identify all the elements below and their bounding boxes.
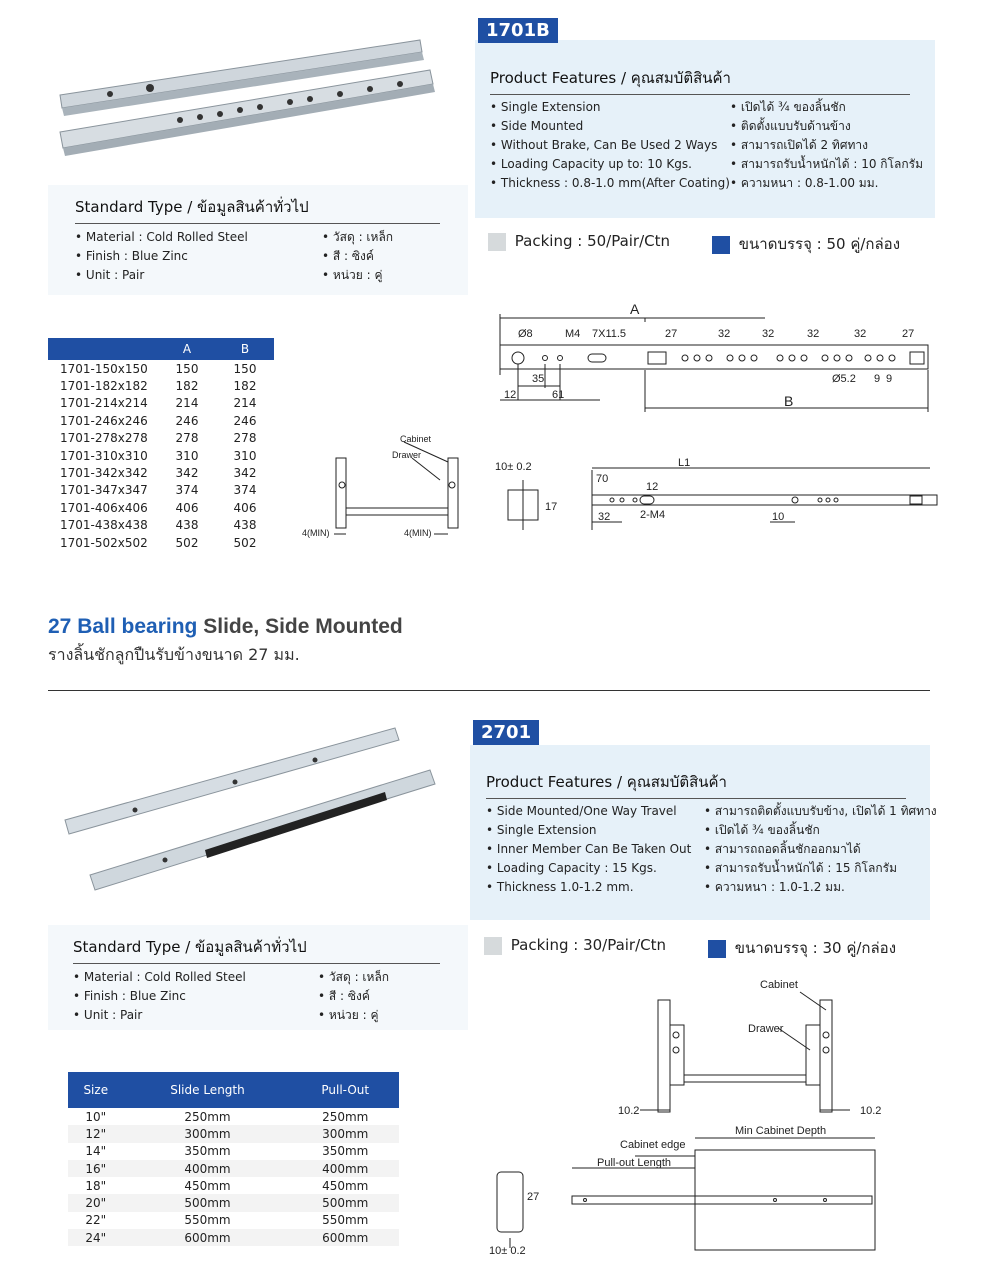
cell-value: 24" [68, 1229, 124, 1246]
dim-b: B [784, 393, 794, 409]
cell-model: 1701-246x246 [60, 413, 148, 428]
dim-d52: Ø5.2 [832, 373, 856, 385]
dim-12: 12 [504, 389, 517, 401]
label-min4-left: 4(MIN) [302, 528, 330, 538]
cell-value: 438 [233, 518, 257, 533]
label-min-depth: Min Cabinet Depth [735, 1125, 827, 1137]
cell-value: 150 [233, 361, 257, 376]
cell-value: 214 [175, 396, 199, 411]
table-row [48, 464, 274, 481]
headline-thai: รางลิ้นชักลูกปืนรับข้างขนาด 27 มม. [48, 645, 300, 664]
cell-value: 550mm [184, 1213, 231, 1228]
section-divider [48, 690, 930, 691]
cell-value: 400mm [291, 1160, 399, 1177]
product-photo-2701 [55, 720, 445, 900]
dim-35: 35 [532, 373, 545, 385]
feature-item: • สามารถเปิดได้ 2 ทิศทาง [730, 136, 923, 155]
dim-17: 17 [545, 501, 558, 513]
table-row [48, 377, 274, 394]
size-table-2701 [68, 1072, 399, 1246]
cell-value: 182 [175, 379, 199, 394]
cell-value: 500mm [291, 1194, 399, 1211]
cell-value: 14" [85, 1144, 107, 1159]
dim-12b: 12 [646, 481, 659, 493]
cell-value: 278 [233, 431, 257, 446]
feature-item: • Side Mounted [490, 117, 730, 136]
dim-27a: 27 [665, 328, 678, 340]
cell-value: 16" [68, 1160, 124, 1177]
dim-9a: 9 [874, 373, 881, 385]
feature-item: • ความหนา : 1.0-1.2 มม. [704, 878, 937, 897]
label-27: 27 [527, 1191, 540, 1203]
dim-l1: L1 [678, 457, 691, 469]
standard-item: • Unit : Pair [73, 1006, 246, 1025]
dim-32c: 32 [807, 328, 820, 340]
feature-item: • Loading Capacity up to: 10 Kgs. [490, 155, 730, 174]
col-b: B [216, 338, 274, 360]
cell-model: 1701-214x214 [60, 396, 148, 411]
standard-item: • สี : ซิงค์ [318, 987, 389, 1006]
cell-value: 374 [175, 483, 199, 498]
cell-model: 1701-347x347 [60, 483, 148, 498]
label-102-left: 10.2 [618, 1105, 640, 1117]
features-list-en-1701b [490, 98, 730, 193]
feature-item: • สามารถติดตั้งแบบรับข้าง, เปิดได้ 1 ทิศทาง [704, 802, 937, 821]
cell-value: 300mm [124, 1125, 292, 1142]
blue-swatch [712, 236, 730, 254]
cell-value: 502 [233, 535, 257, 550]
cell-value: 450mm [184, 1178, 231, 1193]
label-cabinet-edge: Cabinet edge [620, 1139, 686, 1151]
model-tag-2701: 2701 [473, 720, 539, 745]
feature-item: • สามารถถอดลิ้นชักออกมาได้ [704, 840, 937, 859]
standard-item: • Finish : Blue Zinc [75, 247, 248, 266]
headline-blue: 27 Ball bearing [48, 615, 198, 638]
grey-swatch [484, 937, 502, 955]
cell-value: 350mm [322, 1144, 369, 1159]
features-title-1701b: Product Features / คุณสมบัติสินค้า [490, 66, 910, 95]
cell-value: 310 [175, 448, 199, 463]
dim-32e: 32 [598, 511, 611, 523]
dim-32b: 32 [762, 328, 775, 340]
cell-model: 1701-150x150 [60, 361, 148, 376]
table-row [68, 1177, 399, 1194]
cell-value: 406 [233, 500, 257, 515]
cell-value: 300mm [291, 1125, 399, 1142]
cell-value: 250mm [184, 1109, 231, 1124]
dim-27b: 27 [902, 328, 915, 340]
col-model [48, 338, 158, 360]
feature-item: • Single Extension [486, 821, 691, 840]
col-slide-length: Slide Length [124, 1072, 292, 1108]
dim-a: A [630, 301, 640, 317]
cell-value: 400mm [124, 1160, 292, 1177]
mounting-drawing-1701b [300, 420, 480, 550]
table-row [68, 1125, 399, 1142]
table-row [68, 1108, 399, 1125]
table-row [48, 412, 274, 429]
cell-value: 20" [68, 1194, 124, 1211]
blue-swatch [708, 940, 726, 958]
dimension-table-1701b [48, 338, 274, 551]
cell-value: 502 [175, 535, 199, 550]
packing-en-1701b: Packing : 50/Pair/Ctn [488, 232, 670, 251]
cell-model: 1701-310x310 [60, 448, 148, 463]
grey-swatch [488, 233, 506, 251]
col-a: A [158, 338, 216, 360]
packing-th-1701b: ขนาดบรรจุ : 50 คู่/กล่อง [712, 232, 900, 256]
label-cabinet-2701: Cabinet [760, 979, 798, 991]
dim-d8: Ø8 [518, 328, 533, 340]
cell-value: 438 [175, 518, 199, 533]
cell-model: 1701-406x406 [60, 500, 148, 515]
standard-item: • Material : Cold Rolled Steel [73, 968, 246, 987]
product-photo-1701b [50, 20, 440, 180]
standard-list-th-2701 [318, 968, 389, 1025]
cell-value: 450mm [322, 1178, 369, 1193]
cell-value: 150 [175, 361, 199, 376]
standard-item: • วัสดุ : เหล็ก [318, 968, 389, 987]
cell-value: 246 [175, 413, 199, 428]
standard-title-1701b: Standard Type / ข้อมูลสินค้าทั่วไป [75, 195, 440, 224]
cell-value: 214 [233, 396, 257, 411]
label-drawer-2701: Drawer [748, 1023, 784, 1035]
cell-value: 374 [233, 483, 257, 498]
feature-item: • Thickness 1.0-1.2 mm. [486, 878, 691, 897]
cell-value: 600mm [291, 1229, 399, 1246]
table-row [48, 482, 274, 499]
label-tol-2701: 10± 0.2 [489, 1245, 526, 1257]
col-size: Size [68, 1072, 124, 1108]
dim-10: 10 [772, 511, 785, 523]
standard-item: • Material : Cold Rolled Steel [75, 228, 248, 247]
cell-value: 10" [85, 1109, 107, 1124]
dim-32a: 32 [718, 328, 731, 340]
standard-list-en-2701 [73, 968, 246, 1025]
table-row [48, 534, 274, 551]
feature-item: • เปิดได้ ¾ ของลิ้นชัก [704, 821, 937, 840]
model-tag-1701b: 1701B [478, 18, 558, 43]
standard-item: • Finish : Blue Zinc [73, 987, 246, 1006]
feature-item: • Inner Member Can Be Taken Out [486, 840, 691, 859]
cell-value: 250mm [322, 1109, 369, 1124]
table-row [68, 1143, 399, 1160]
feature-item: • Loading Capacity : 15 Kgs. [486, 859, 691, 878]
standard-list-th-1701b [322, 228, 393, 285]
dim-slot: 7X11.5 [592, 328, 627, 340]
label-min4-right: 4(MIN) [404, 528, 432, 538]
table-row [68, 1160, 399, 1177]
feature-item: • ความหนา : 0.8-1.00 มม. [730, 174, 923, 193]
packing-th-2701: ขนาดบรรจุ : 30 คู่/กล่อง [708, 936, 896, 960]
cell-value: 12" [68, 1125, 124, 1142]
cell-value: 406 [175, 500, 199, 515]
label-drawer: Drawer [392, 450, 422, 460]
standard-title-2701: Standard Type / ข้อมูลสินค้าทั่วไป [73, 935, 440, 964]
dim-m4: M4 [565, 328, 581, 340]
cell-value: 600mm [124, 1229, 292, 1246]
features-list-en-2701 [486, 802, 691, 897]
feature-item: • Without Brake, Can Be Used 2 Ways [490, 136, 730, 155]
dim-2m4: 2-M4 [640, 509, 666, 521]
feature-item: • Thickness : 0.8-1.0 mm(After Coating) [490, 174, 730, 193]
col-pull-out: Pull-Out [291, 1072, 399, 1108]
feature-item: • สามารถรับน้ำหนักได้ : 15 กิโลกรัม [704, 859, 937, 878]
cell-value: 18" [85, 1178, 107, 1193]
mounting-drawing-2701 [610, 970, 910, 1120]
cell-model: 1701-182x182 [60, 379, 148, 394]
cell-value: 342 [175, 466, 199, 481]
standard-item: • สี : ซิงค์ [322, 247, 393, 266]
cell-value: 278 [175, 431, 199, 446]
dim-61: 61 [552, 389, 565, 401]
feature-item: • ติดตั้งแบบรับด้านข้าง [730, 117, 923, 136]
table-row [68, 1194, 399, 1211]
cell-model: 1701-278x278 [60, 431, 148, 446]
dim-32d: 32 [854, 328, 867, 340]
table-row [68, 1229, 399, 1246]
standard-item: • วัสดุ : เหล็ก [322, 228, 393, 247]
section-headline [48, 615, 403, 639]
table-row [48, 395, 274, 412]
cell-value: 550mm [322, 1213, 369, 1228]
cell-model: 1701-342x342 [60, 466, 148, 481]
depth-drawing-2701 [485, 1120, 895, 1270]
dim-70: 70 [596, 473, 609, 485]
feature-item: • Single Extension [490, 98, 730, 117]
table-row [48, 430, 274, 447]
dim-9b: 9 [886, 373, 893, 385]
cell-model: 1701-438x438 [60, 518, 148, 533]
cell-value: 246 [233, 413, 257, 428]
table-row [48, 499, 274, 516]
cell-value: 350mm [184, 1144, 231, 1159]
table-row [48, 360, 274, 377]
headline-rest: Slide, Side Mounted [197, 615, 403, 638]
standard-list-en-1701b [75, 228, 248, 285]
feature-item: • สามารถรับน้ำหนักได้ : 10 กิโลกรัม [730, 155, 923, 174]
feature-item: • Side Mounted/One Way Travel [486, 802, 691, 821]
label-102-right: 10.2 [860, 1105, 882, 1117]
cell-value: 22" [85, 1213, 107, 1228]
features-title-2701: Product Features / คุณสมบัติสินค้า [486, 770, 906, 799]
standard-item: • Unit : Pair [75, 266, 248, 285]
cell-value: 500mm [124, 1194, 292, 1211]
label-cabinet: Cabinet [400, 434, 432, 444]
dim-tol: 10± 0.2 [495, 461, 532, 473]
table-row [48, 447, 274, 464]
table-row [48, 517, 274, 534]
standard-item: • หน่วย : คู่ [322, 266, 393, 285]
features-list-th-2701 [704, 802, 937, 897]
cell-value: 310 [233, 448, 257, 463]
features-list-th-1701b [730, 98, 923, 193]
label-pullout: Pull-out Length [597, 1157, 671, 1169]
cell-model: 1701-502x502 [60, 535, 148, 550]
table-row [68, 1212, 399, 1229]
standard-item: • หน่วย : คู่ [318, 1006, 389, 1025]
cell-value: 342 [233, 466, 257, 481]
feature-item: • เปิดได้ ¾ ของลิ้นชัก [730, 98, 923, 117]
technical-drawing-1701b [490, 300, 950, 580]
cell-value: 182 [233, 379, 257, 394]
packing-en-2701: Packing : 30/Pair/Ctn [484, 936, 666, 955]
